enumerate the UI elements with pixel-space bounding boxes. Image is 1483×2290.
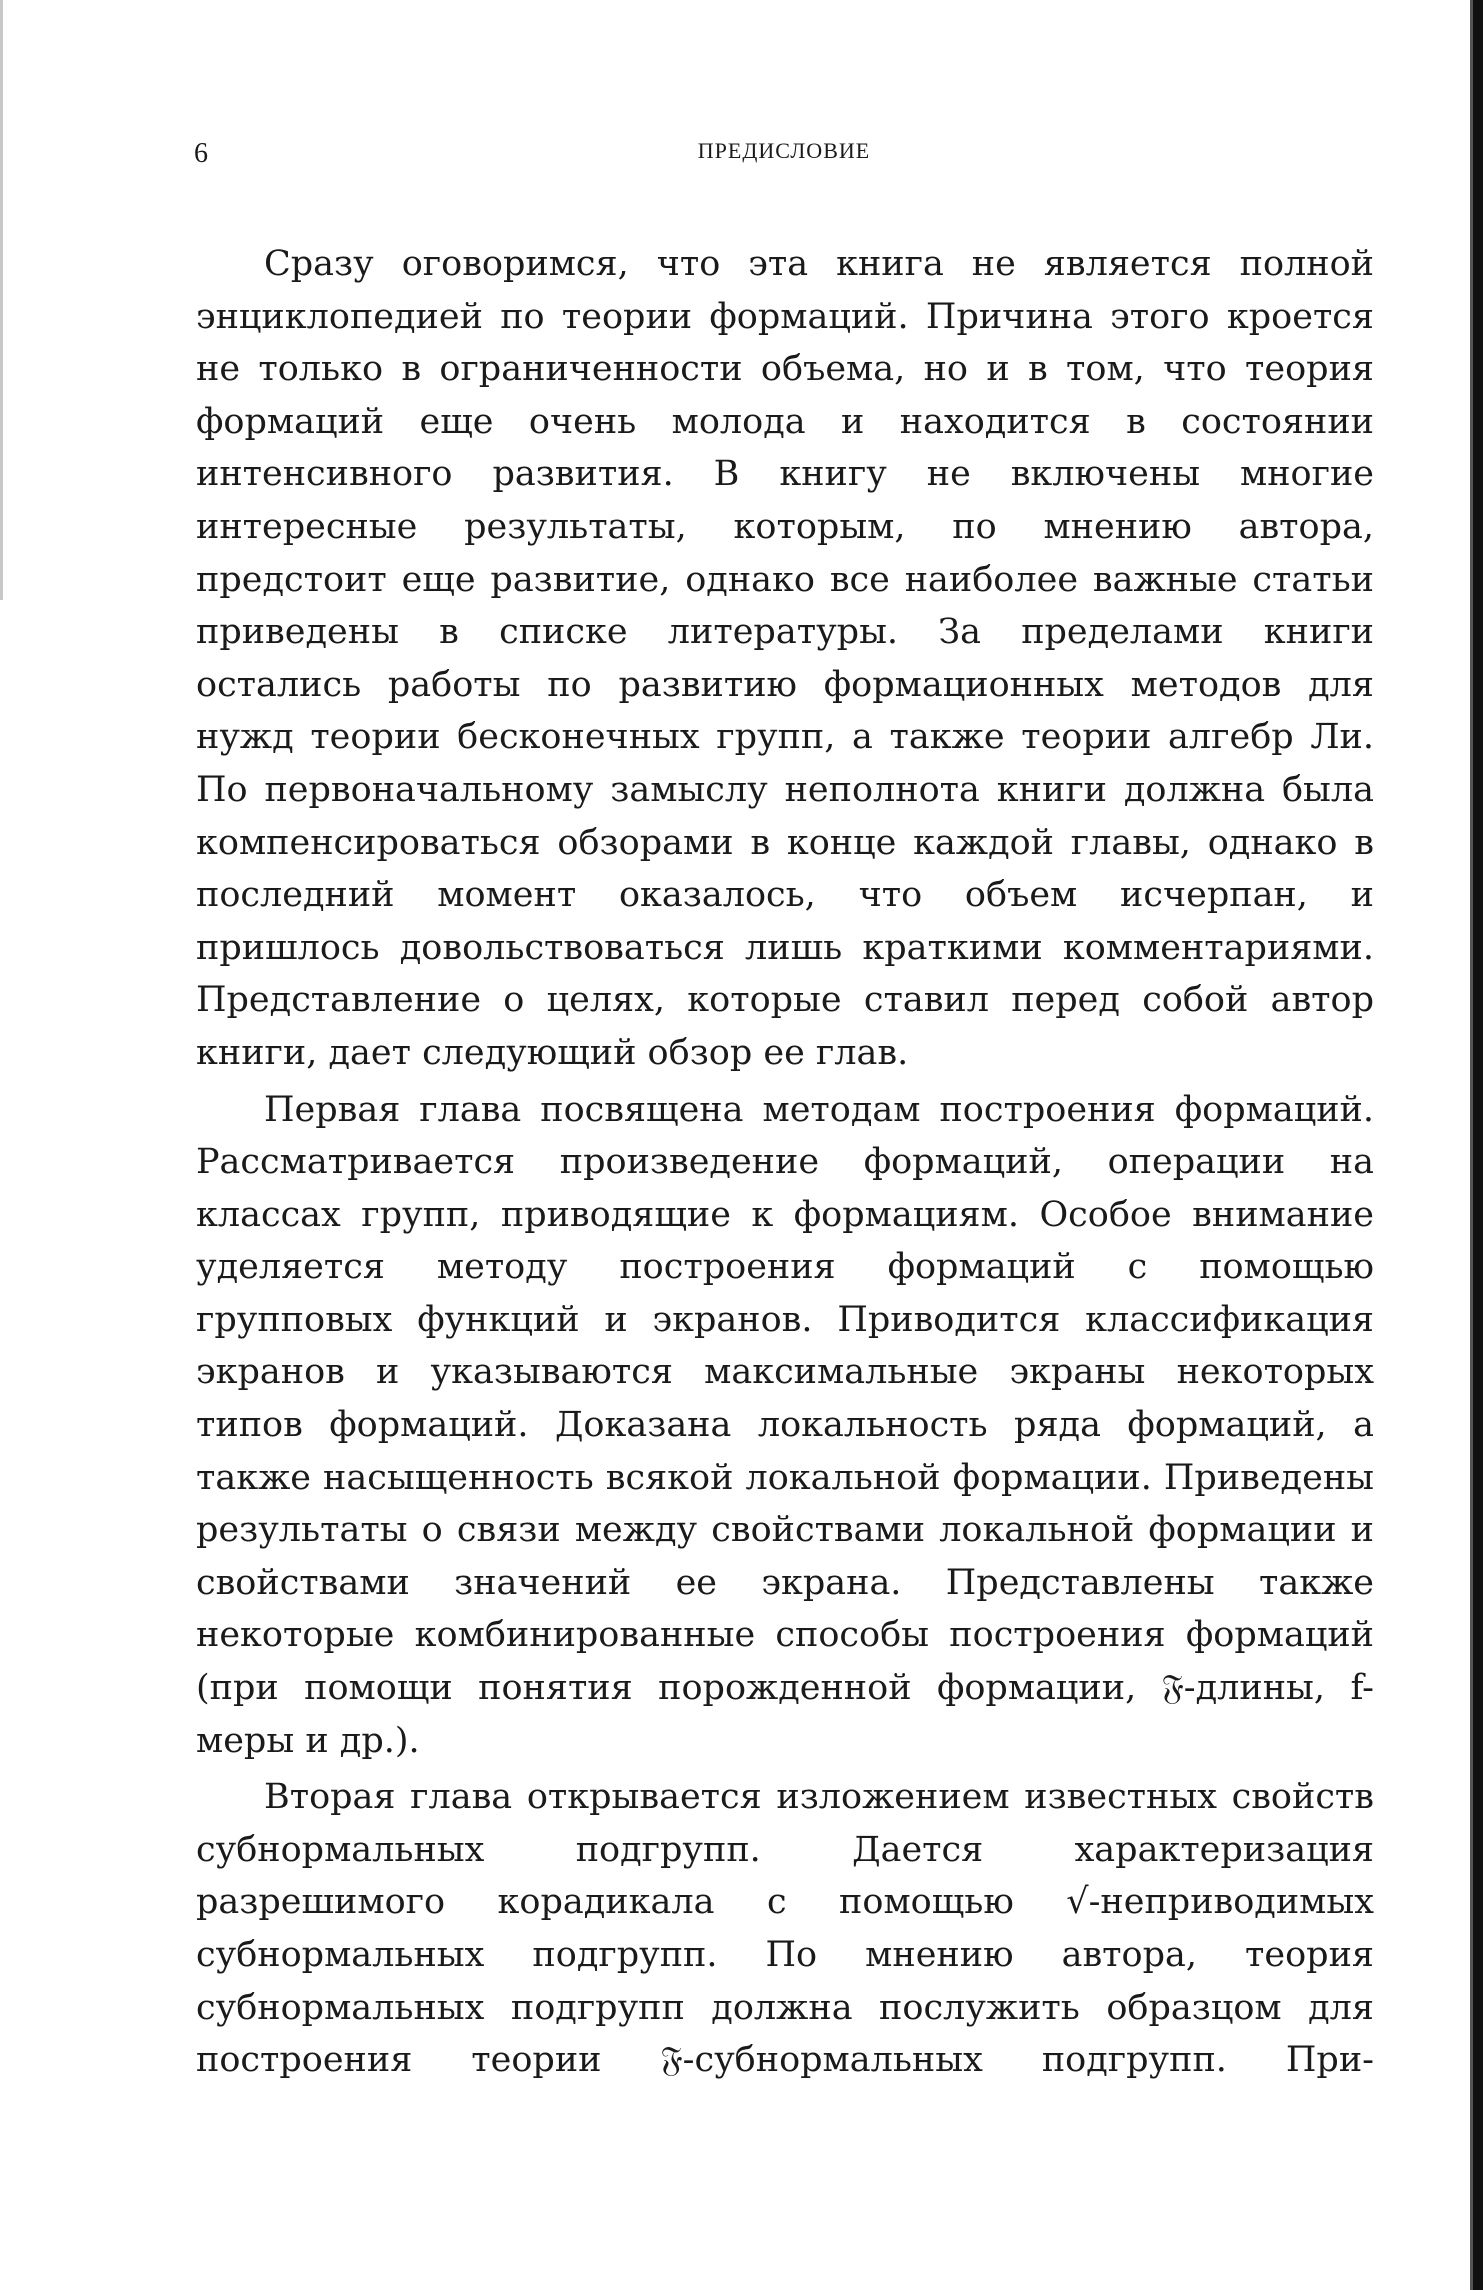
body-text [196,238,1374,2087]
running-title: ПРЕДИСЛОВИЕ [697,138,871,163]
page-number: 6 [194,138,208,169]
paragraph-chapter-one: Первая глава посвящена методам построения формаций. Рассматривается произведение формаций, операции на классах групп, приводящие к формациям. Особое внимание уделяется методу построения формаций с помощью групповых функций и экранов. Приводится классификация экранов и указываются максимальные экраны некоторых типов формаций. Доказана локальность ряда формаций, а также насыщенность всякой локальной формации. Приведены результаты о связи между свойствами локальной формации и свойствами значений ее экрана. Представлены также некоторые комбинированные способы построения формаций (при помощи понятия порожденной формации, 𝔉-длины, f-меры и др.). [196,1089,1374,1761]
scan-right-edge [1473,0,1483,2290]
page-header [194,138,1374,178]
scan-left-shadow [0,0,3,600]
paragraph-chapter-two: Вторая глава открывается изложением известных свойств субнормальных подгрупп. Дается характеризация разрешимого корадикала с помощью √-неприводимых субнормальных подгрупп. По мнению автора, теория субнормальных подгрупп должна послужить образцом для построения теории 𝔉-субнормальных подгрупп. При- [196,1777,1374,2081]
paragraph-intro: Сразу оговоримся, что эта книга не является полной энциклопедией по теории формаций. Причина этого кроется не только в ограниченности объема, но и в том, что теория формаций еще очень молода и находится в состоянии интенсивного развития. В книгу не включены многие интересные результаты, которым, по мнению автора, предстоит еще развитие, однако все наиболее важные статьи приведены в списке литературы. За пределами книги остались работы по развитию формационных методов для нужд теории бесконечных групп, а также теории алгебр Ли. По первоначальному замыслу неполнота книги должна была компенсироваться обзорами в конце каждой главы, однако в последний момент оказалось, что объем исчерпан, и пришлось довольствоваться лишь краткими комментариями. Представление о целях, которые ставил перед собой автор книги, дает следующий обзор ее глав. [196,244,1374,1073]
